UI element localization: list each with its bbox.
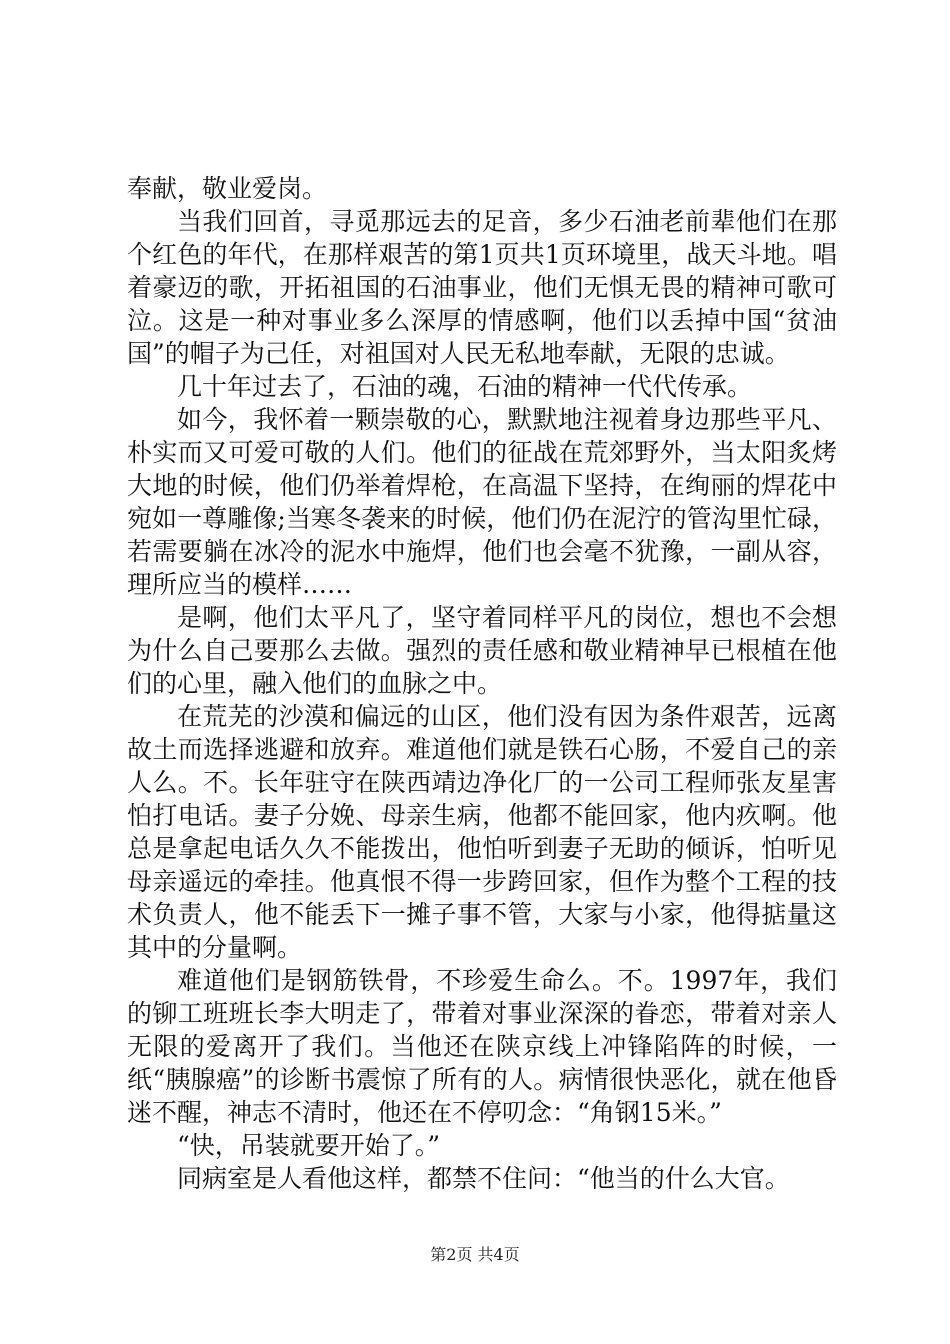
paragraph: 当我们回首，寻觅那远去的足音，多少石油老前辈他们在那个红色的年代，在那样艰苦的第1页共1页环境里，战天斗地。唱着豪迈的歌，开拓祖国的石油事业，他们无惧无畏的精神可歌可泣。这是一种对事业多么深厚的情感啊，他们以丢掉中国“贫油国”的帽子为己任，对祖国对人民无私地奉献，无限的忠诚。 xyxy=(127,207,837,368)
paragraph: 难道他们是钢筋铁骨，不珍爱生命么。不。1997年，我们的铆工班班长李大明走了，带着对事业深深的眷恋，带着对亲人无限的爱离开了我们。当他还在陕京线上冲锋陷阵的时候，一纸“胰腺癌”的诊断书震惊了所有的人。病情很快恶化，就在他昏迷不醒，神志不清时，他还在不停叨念：“角钢15米。” xyxy=(127,966,837,1127)
paragraph: 如今，我怀着一颗崇敬的心，默默地注视着身边那些平凡、朴实而又可爱可敬的人们。他们的征战在荒郊野外，当太阳炙烤大地的时候，他们仍举着焊枪，在高温下坚持，在绚丽的焊花中宛如一尊雕像;当寒冬袭来的时候，他们仍在泥泞的管沟里忙碌，若需要躺在冰冷的泥水中施焊，他们也会毫不犹豫，一副从容，理所应当的模样…… xyxy=(127,405,837,599)
paragraph: 在荒芜的沙漠和偏远的山区，他们没有因为条件艰苦，远离故土而选择逃避和放弃。难道他们就是铁石心肠，不爱自己的亲人么。不。长年驻守在陕西靖边净化厂的一公司工程师张友星害怕打电话。妻子分娩、母亲生病，他都不能回家，他内疚啊。他总是拿起电话久久不能拨出，他怕听到妻子无助的倾诉，怕听见母亲遥远的牵挂。他真恨不得一步跨回家，但作为整个工程的技术负责人，他不能丢下一摊子事不管，大家与小家，他得掂量这其中的分量啊。 xyxy=(127,702,837,962)
paragraph: “快，吊装就要开始了。” xyxy=(177,1131,441,1160)
paragraph: 几十年过去了，石油的魂，石油的精神一代代传承。 xyxy=(177,372,753,401)
page-footer: 第2页 共4页 xyxy=(430,1245,520,1264)
paragraph: 奉献，敬业爱岗。 xyxy=(127,174,328,203)
paragraph: 同病室是人看他这样，都禁不住问：“他当的什么大官。 xyxy=(177,1164,790,1193)
paragraph: 是啊，他们太平凡了，坚守着同样平凡的岗位，想也不会想为什么自己要那么去做。强烈的责任感和敬业精神早已根植在他们的心里，融入他们的血脉之中。 xyxy=(127,603,837,698)
document-body xyxy=(127,172,837,1195)
